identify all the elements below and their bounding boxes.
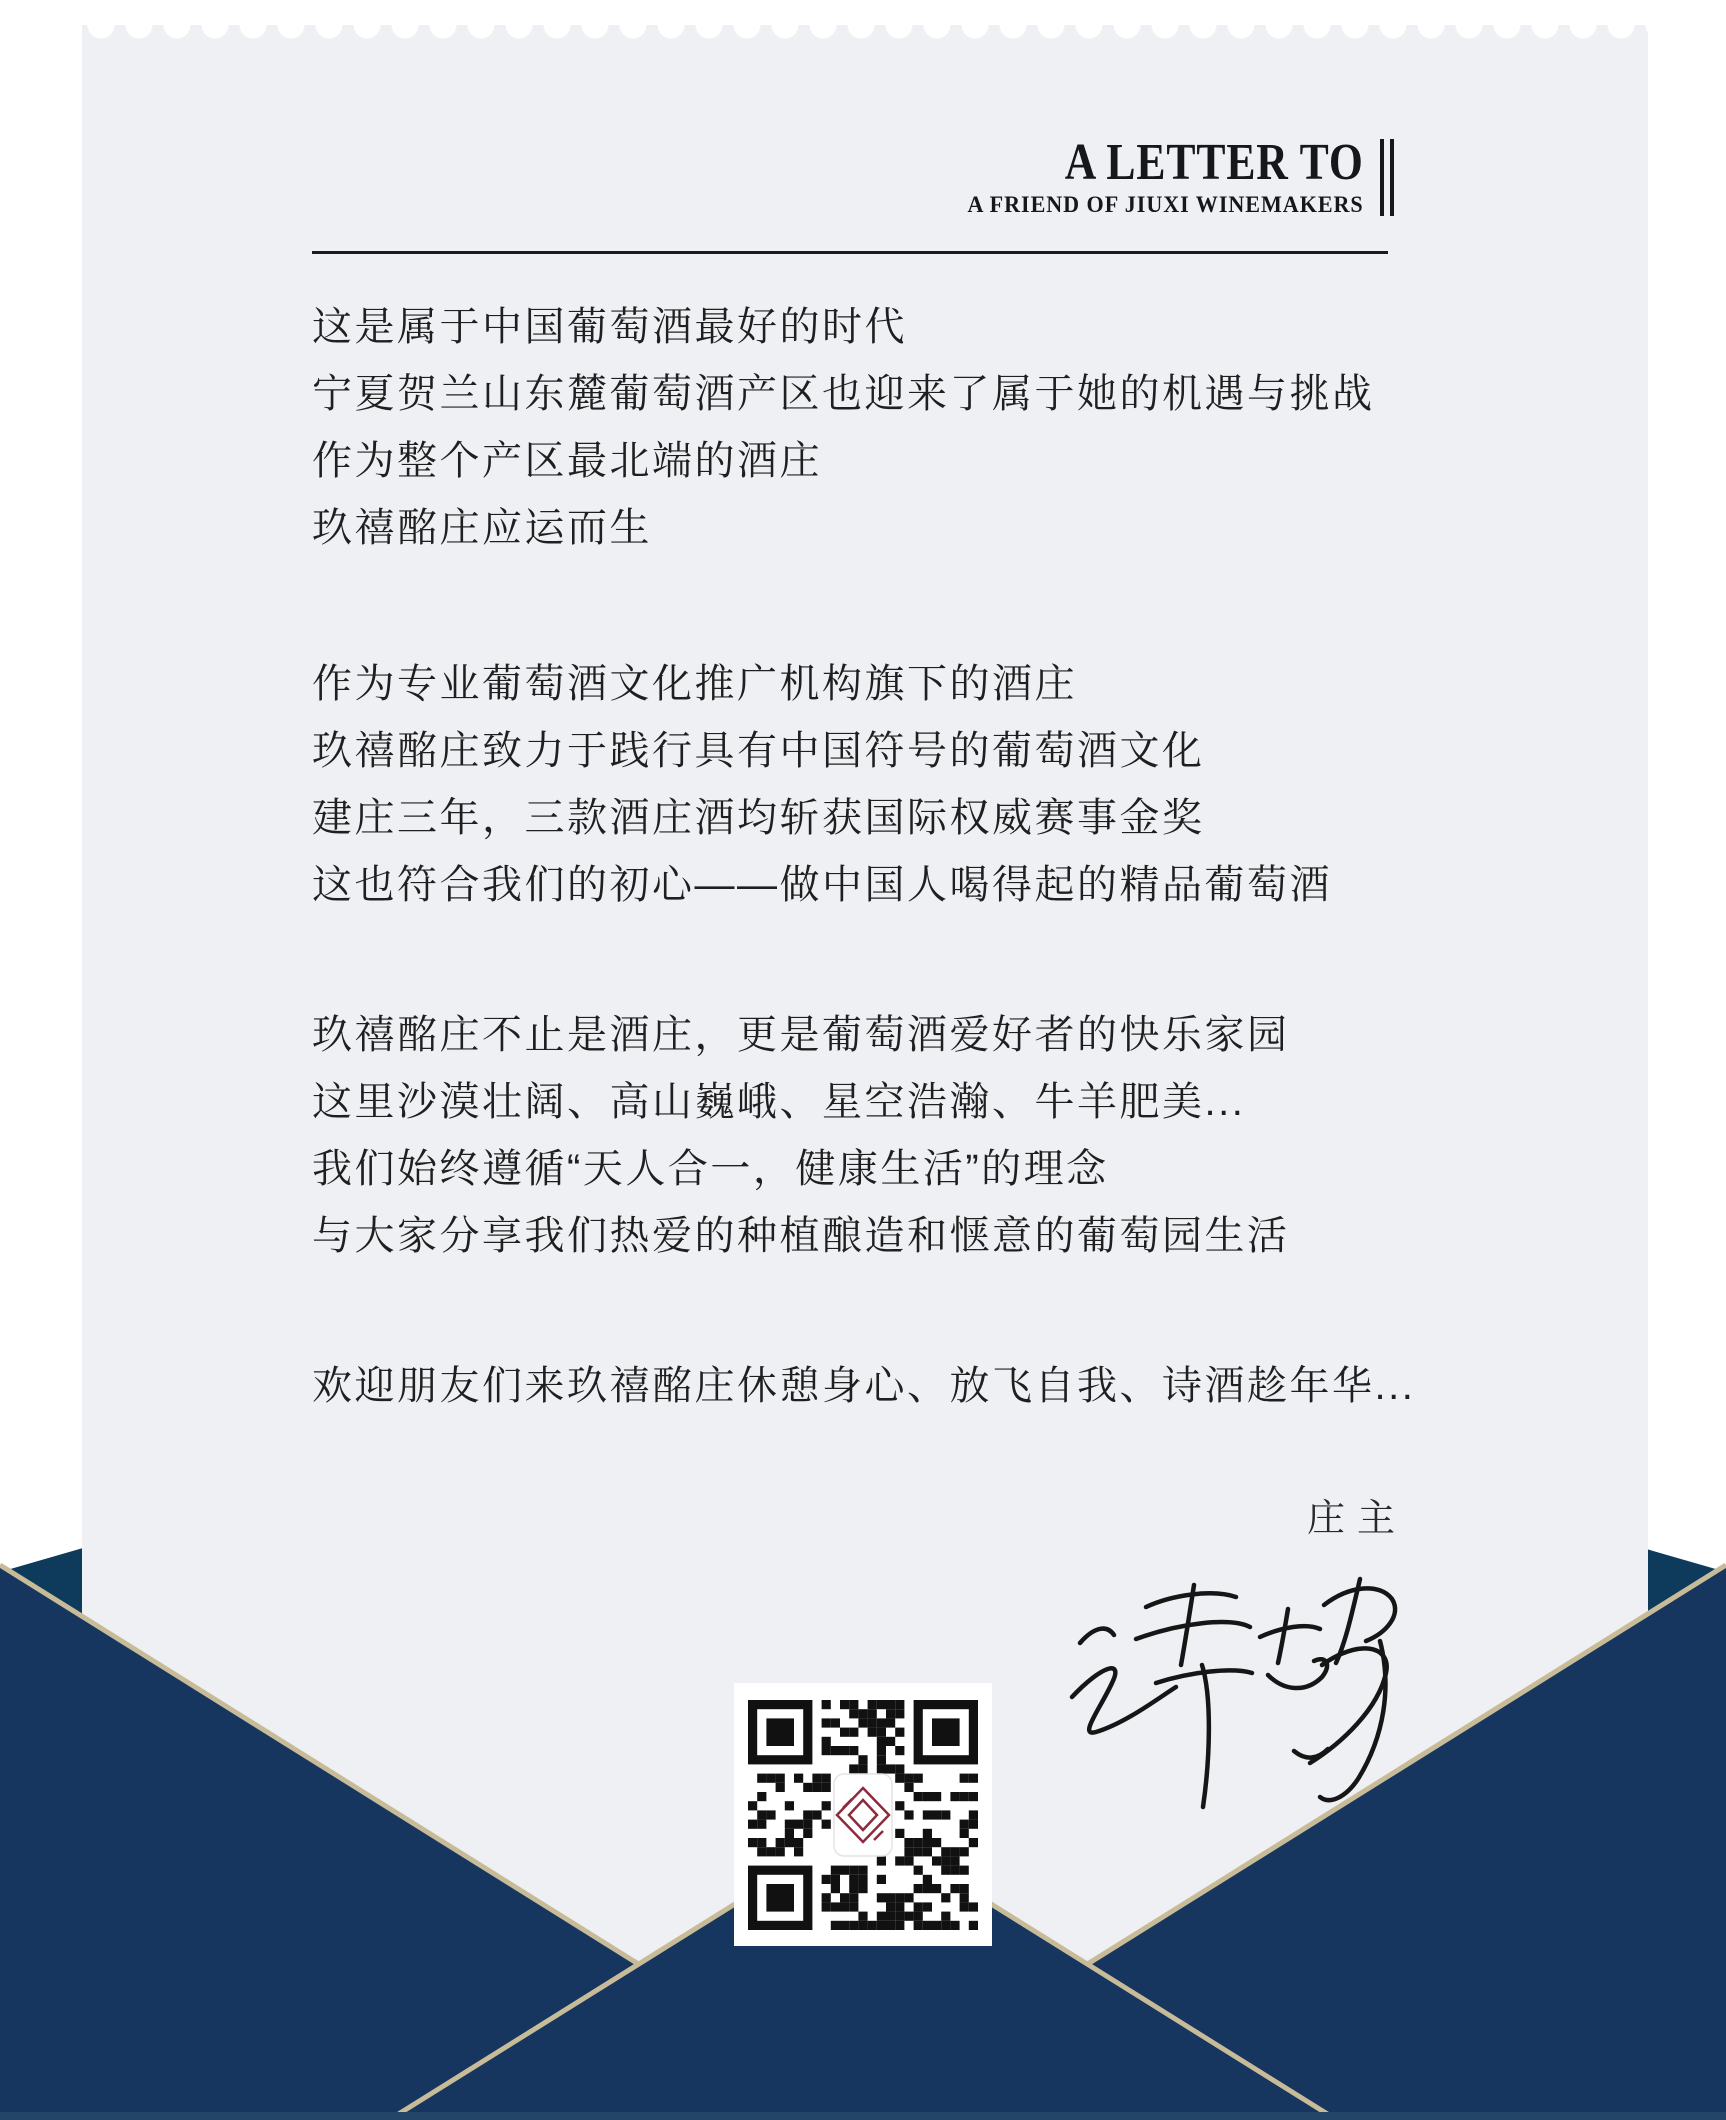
- page-subtitle: A FRIEND OF JIUXI WINEMAKERS: [967, 192, 1364, 218]
- letter-line: 与大家分享我们热爱的种植酿造和惬意的葡萄园生活: [312, 1214, 1290, 1258]
- signoff-label: 庄主: [1307, 1498, 1408, 1540]
- letter-line: 建庄三年，三款酒庄酒均斩获国际权威赛事金奖: [312, 796, 1205, 840]
- letter-line: 玖禧酩庄致力于践行具有中国符号的葡萄酒文化: [312, 729, 1205, 773]
- qr-center-badge: [834, 1774, 892, 1856]
- letter-line: 作为专业葡萄酒文化推广机构旗下的酒庄: [312, 662, 1077, 706]
- letter-line: 这是属于中国葡萄酒最好的时代: [312, 305, 907, 349]
- envelope-bottom-edge: [0, 2112, 1726, 2120]
- letter-line: 欢迎朋友们来玖禧酩庄休憩身心、放飞自我、诗酒趁年华...: [312, 1364, 1416, 1408]
- letter-line: 玖禧酩庄应运而生: [312, 506, 652, 550]
- qr-matrix-svg: [748, 1700, 978, 1930]
- page-title: A LETTER TO: [1065, 134, 1364, 191]
- letter-line: 我们始终遵循“天人合一，健康生活”的理念: [312, 1147, 1109, 1191]
- letter-line: 这里沙漠壮阔、高山巍峨、星空浩瀚、牛羊肥美...: [312, 1080, 1246, 1124]
- letter-line: 宁夏贺兰山东麓葡萄酒产区也迎来了属于她的机遇与挑战: [312, 372, 1375, 416]
- letter-line: 这也符合我们的初心——做中国人喝得起的精品葡萄酒: [312, 863, 1332, 907]
- letter-line: 玖禧酩庄不止是酒庄，更是葡萄酒爱好者的快乐家园: [312, 1013, 1290, 1057]
- qr-code: [734, 1683, 992, 1946]
- letter-line: 作为整个产区最北端的酒庄: [312, 439, 822, 483]
